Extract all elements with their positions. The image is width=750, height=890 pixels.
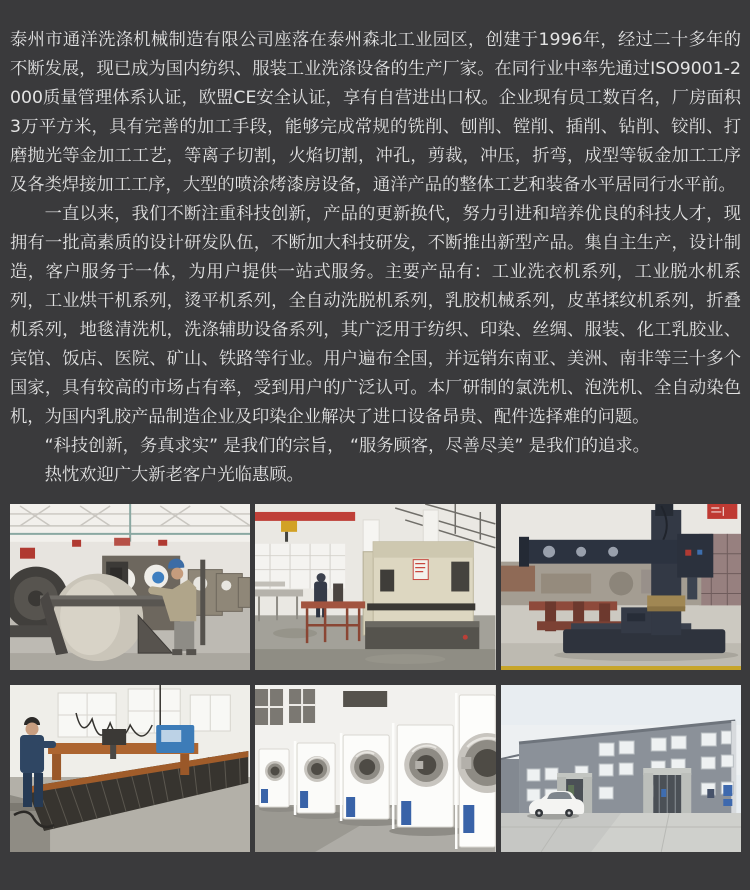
photo-industrial-washing-machines	[255, 685, 495, 852]
radial-drilling-machine-illustration	[501, 504, 741, 670]
workshop-drum-assembly-illustration	[10, 504, 250, 670]
cnc-plasma-cutting-illustration	[10, 685, 250, 852]
photo-press-brake-workshop	[255, 504, 495, 670]
photo-radial-drilling-machine	[501, 504, 741, 670]
motto-paragraph: “科技创新，务真求实” 是我们的宗旨， “服务顾客，尽善尽美” 是我们的追求。	[44, 436, 650, 456]
photo-cnc-plasma-cutting	[10, 685, 250, 852]
company-intro-text	[10, 26, 741, 490]
industrial-washing-machines-illustration	[255, 685, 495, 852]
photo-workshop-drum-assembly	[10, 504, 250, 670]
intro-paragraph-2: 一直以来，我们不断注重科技创新，产品的更新换代，努力引进和培养优良的科技人才，现拥有一批高素质的设计研发队伍，不断加大科技研发，不断推出新型产品。集自主生产，设计制造，客户服务于一体，为用户提供一站式服务。主要产品有：工业洗衣机系列，工业脱水机系列，工业烘干机系列，烫平机系列，全自动洗脱机系列，乳胶机械系列，皮革揉纹机系列，折叠机系列，地毯清洗机，洗涤辅助设备系列，其广泛用于纺织、印染、丝绸、服装、化工乳胶业、宾馆、饭店、医院、矿山、铁路等行业。用户遍布全国，并远销东南亚、美洲、南非等三十多个国家，具有较高的市场占有率，受到用户的广泛认可。本厂研制的氯洗机、泡洗机、全自动染色机，为国内乳胶产品制造企业及印染企业解决了进口设备昂贵、配件选择难的问题。	[10, 204, 741, 427]
photo-factory-building-exterior	[501, 685, 741, 852]
photo-gallery	[10, 504, 741, 852]
welcome-paragraph: 热忱欢迎广大新老客户光临惠顾。	[44, 465, 304, 485]
intro-paragraph-1: 泰州市通洋洗涤机械制造有限公司座落在泰州森北工业园区，创建于1996年，经过二十多年的不断发展，现已成为国内纺织、服装工业洗涤设备的生产厂家。在同行业中率先通过ISO9001-2000质量管理体系认证，欧盟CE安全认证，享有自营进出口权。企业现有员工数百名，厂房面积3万平方米，具有完善的加工手段，能够完成常规的铣削、刨削、镗削、插削、钻削、铰削、打磨抛光等金加工工艺，等离子切割，火焰切割，冲孔，剪裁，冲压，折弯，成型等钣金加工工序及各类焊接加工工序，大型的喷涂烤漆房设备，通洋产品的整体工艺和装备水平居同行水平前。	[10, 30, 741, 195]
factory-building-exterior-illustration	[501, 685, 741, 852]
press-brake-workshop-illustration	[255, 504, 495, 670]
